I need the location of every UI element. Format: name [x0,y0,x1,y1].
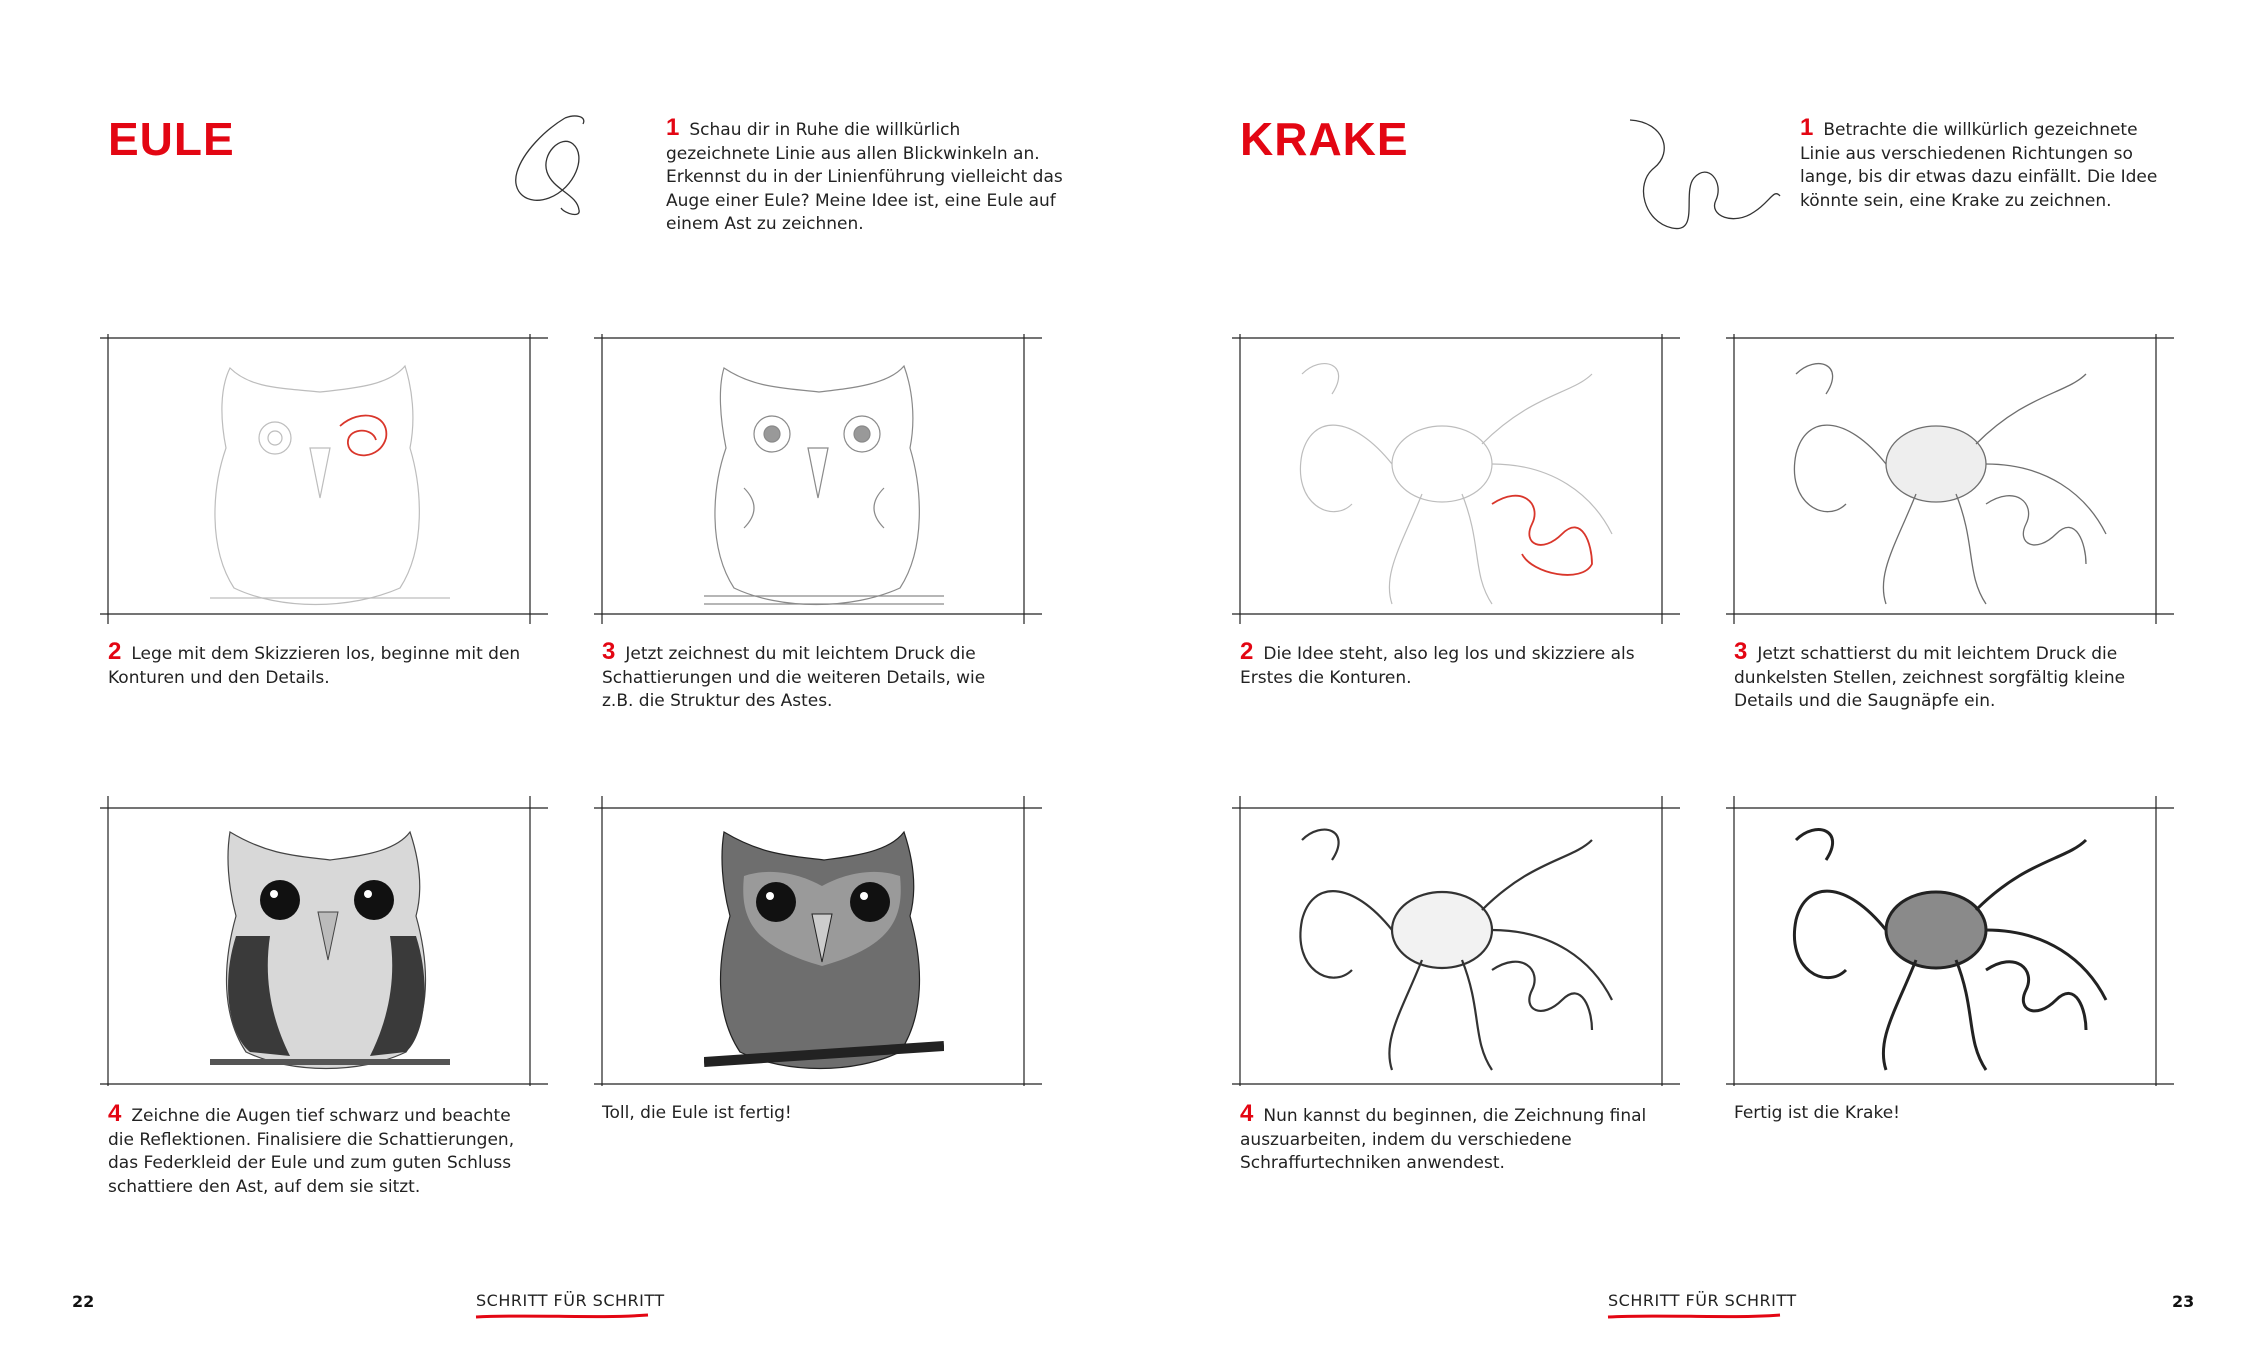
step-number: 3 [1734,638,1748,665]
owl-final-drawing [704,816,944,1078]
owl-detail-drawing [210,816,450,1078]
footer-underline [474,1311,650,1321]
caption-text: Lege mit dem Skizzieren los, beginne mit den Konturen und den Details. [108,644,521,688]
intro-text: Betrachte die willkürlich gezeichnete Linie aus verschiedenen Richtungen so lange, bis dir etwas dazu einfällt. Die Idee könnte sein, eine Krake zu zeichnen. [1800,120,2158,211]
step-number: 2 [108,638,122,665]
caption-octopus-4 [1240,1102,1660,1176]
caption-text: Zeichne die Augen tief schwarz und beachte die Reflektionen. Finalisiere die Schattierungen, das Federkleid der Eule und zum guten Schluss schattiere den Ast, auf dem sie sitzt. [108,1106,515,1197]
footer-text: SCHRITT FÜR SCHRITT [476,1291,665,1310]
octopus-detail-drawing [1292,820,1632,1076]
intro-krake [1800,116,2180,213]
frame-owl-shading [594,334,1042,624]
step-number: 1 [666,114,680,141]
frame-owl-final [594,796,1042,1086]
random-line-owl [505,110,625,220]
frame-octopus-shading [1726,334,2174,624]
page-title-krake: KRAKE [1240,113,1409,165]
step-number: 2 [1240,638,1254,665]
page-number-left: 22 [72,1292,95,1311]
step-number: 4 [108,1100,122,1127]
step-number: 4 [1240,1100,1254,1127]
random-line-octopus [1624,112,1784,242]
caption-owl-2 [108,640,548,690]
footer-right [1608,1291,1797,1310]
frame-octopus-detail [1232,796,1680,1086]
owl-shading-drawing [694,348,944,610]
caption-text: Jetzt zeichnest du mit leichtem Druck die Schattierungen und die weiteren Details, wie z.B. die Struktur des Astes. [602,644,986,711]
caption-text: Nun kannst du beginnen, die Zeichnung final auszuarbeiten, indem du verschiedene Schraffurtechniken anwendest. [1240,1106,1647,1173]
caption-text: Toll, die Eule ist fertig! [602,1103,792,1123]
frame-octopus-sketch [1232,334,1680,624]
frame-octopus-final [1726,796,2174,1086]
step-number: 1 [1800,114,1814,141]
octopus-final-drawing [1786,820,2126,1076]
caption-octopus-2 [1240,640,1680,690]
owl-sketch-drawing [190,348,450,610]
footer-underline [1606,1311,1782,1321]
caption-owl-3 [602,640,1002,714]
caption-text: Jetzt schattierst du mit leichtem Druck die dunkelsten Stellen, zeichnest sorgfältig kleine Details und die Saugnäpfe ein. [1734,644,2126,711]
frame-owl-sketch [100,334,548,624]
octopus-shading-drawing [1786,354,2126,614]
step-number: 3 [602,638,616,665]
caption-text: Die Idee steht, also leg los und skizziere als Erstes die Konturen. [1240,644,1635,688]
frame-owl-detail [100,796,548,1086]
intro-text: Schau dir in Ruhe die willkürlich gezeichnete Linie aus allen Blickwinkeln an. Erkennst du in der Linienführung vielleicht das Auge einer Eule? Meine Idee ist, eine Eule auf einem Ast zu zeichnen. [666,120,1063,234]
caption-owl-final [602,1102,1042,1126]
intro-eule [666,116,1066,237]
caption-octopus-3 [1734,640,2134,714]
caption-text: Fertig ist die Krake! [1734,1103,1900,1123]
page-number-right: 23 [2172,1292,2195,1311]
footer-text: SCHRITT FÜR SCHRITT [1608,1291,1797,1310]
page-title-eule: EULE [108,113,235,165]
footer-left [476,1291,665,1310]
caption-octopus-final [1734,1102,2174,1126]
caption-owl-4 [108,1102,528,1199]
octopus-sketch-drawing [1292,354,1632,614]
